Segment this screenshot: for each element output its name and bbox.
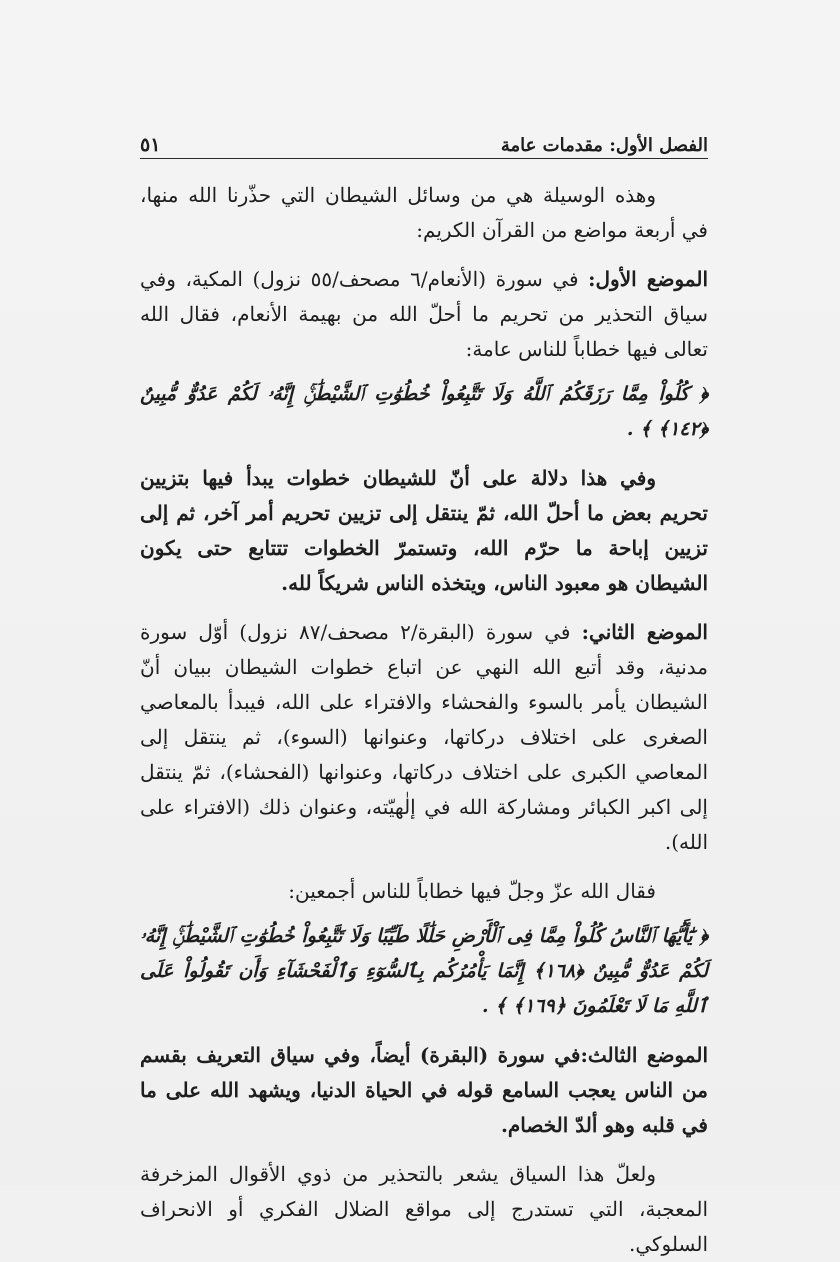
- verse-intro-paragraph: فقال الله عزّ وجلّ فيها خطاباً للناس أجمعين:: [288, 879, 656, 903]
- third-location-text: في سورة (البقرة) أيضاً، وفي سياق التعريف بقسم من الناس يعجب السامع قوله في الحياة الدنيا، ويشهد الله على ما في قلبه وهو ألدّ الخصام.: [140, 1043, 708, 1137]
- second-location-label: الموضع الثاني:: [581, 620, 708, 644]
- commentary-paragraph: وفي هذا دلالة على أنّ للشيطان خطوات يبدأ فيها بتزيين تحريم بعض ما أحلّ الله، ثمّ ينتقل إلى تزيين تحريم أمر آخر، ثم إلى تزيين إباحة ما حرّم الله، وتستمرّ الخطوات تتتابع حتى يكون الشيطان هو معبود الناس، ويتخذه الناس شريكاً لله.: [140, 466, 708, 595]
- first-location-label: الموضع الأول:: [588, 267, 709, 291]
- second-location-paragraph: [140, 615, 708, 860]
- page-body: [140, 178, 708, 1262]
- quran-verse-anam: ﴿ كُلُواْ مِمَّا رَزَقَكُمُ ٱللَّهُ وَلَا تَتَّبِعُواْ خُطُوَٰتِ ٱلشَّيْطَٰنِۚ إِنَّهُۥ لَكُمْ عَدُوٌّ مُّبِينٌ ﴿١٤٢﴾ ﴾ .: [140, 383, 708, 440]
- running-head: الفصل الأول: مقدمات عامة: [500, 135, 708, 156]
- quran-verse-baqara: ﴿ يَٰٓأَيُّهَا ٱلنَّاسُ كُلُواْ مِمَّا فِى ٱلْأَرْضِ حَلَٰلًا طَيِّبًا وَلَا تَتَّبِعُواْ خُطُوَٰتِ ٱلشَّيْطَٰنِۚ إِنَّهُۥ لَكُمْ عَدُوٌّ مُّبِينٌ ﴿١٦٨﴾ إِنَّمَا يَأْمُرُكُم بِٱلسُّوٓءِ وَٱلْفَحْشَآءِ وَأَن تَقُولُواْ عَلَى ٱللَّهِ مَا لَا تَعْلَمُونَ ﴿١٦٩﴾ ﴾ .: [140, 925, 708, 1017]
- header-rule: [140, 158, 708, 159]
- second-location-text: في سورة (البقرة/٢ مصحف/٨٧ نزول) أوّل سورة مدنية، وقد أتبع الله النهي عن اتباع خطوات الشيطان ببيان أنّ الشيطان يأمر بالسوء والفحشاء والافتراء على الله، فيبدأ بالمعاصي الصغرى على اختلاف دركاتها، وعنوانها (السوء)، ثم ينتقل إلى المعاصي الكبرى على اختلاف دركاتها، وعنوانها (الفحشاء)، ثمّ ينتقل إلى اكبر الكبائر ومشاركة الله في إلٰهيّته، وعنوان ذلك (الافتراء على الله).: [140, 620, 708, 854]
- intro-paragraph: وهذه الوسيلة هي من وسائل الشيطان التي حذّرنا الله منها، في أربعة مواضع من القرآن الكريم:: [140, 183, 708, 242]
- third-location-paragraph: [140, 1038, 708, 1143]
- page-header: [140, 126, 708, 156]
- third-location-label: الموضع الثالث:: [580, 1043, 708, 1067]
- first-location-paragraph: [140, 262, 708, 367]
- first-location-text: في سورة (الأنعام/٦ مصحف/٥٥ نزول) المكية، وفي سياق التحذير من تحريم ما أحلّ الله من بهيمة الأنعام، فقال الله تعالى فيها خطاباً للناس عامة:: [140, 267, 708, 361]
- page-number: ٥١: [140, 134, 161, 156]
- closing-paragraph: ولعلّ هذا السياق يشعر بالتحذير من ذوي الأقوال المزخرفة المعجبة، التي تستدرج إلى مواقع الضلال الفكري أو الانحراف السلوكي.: [140, 1162, 708, 1256]
